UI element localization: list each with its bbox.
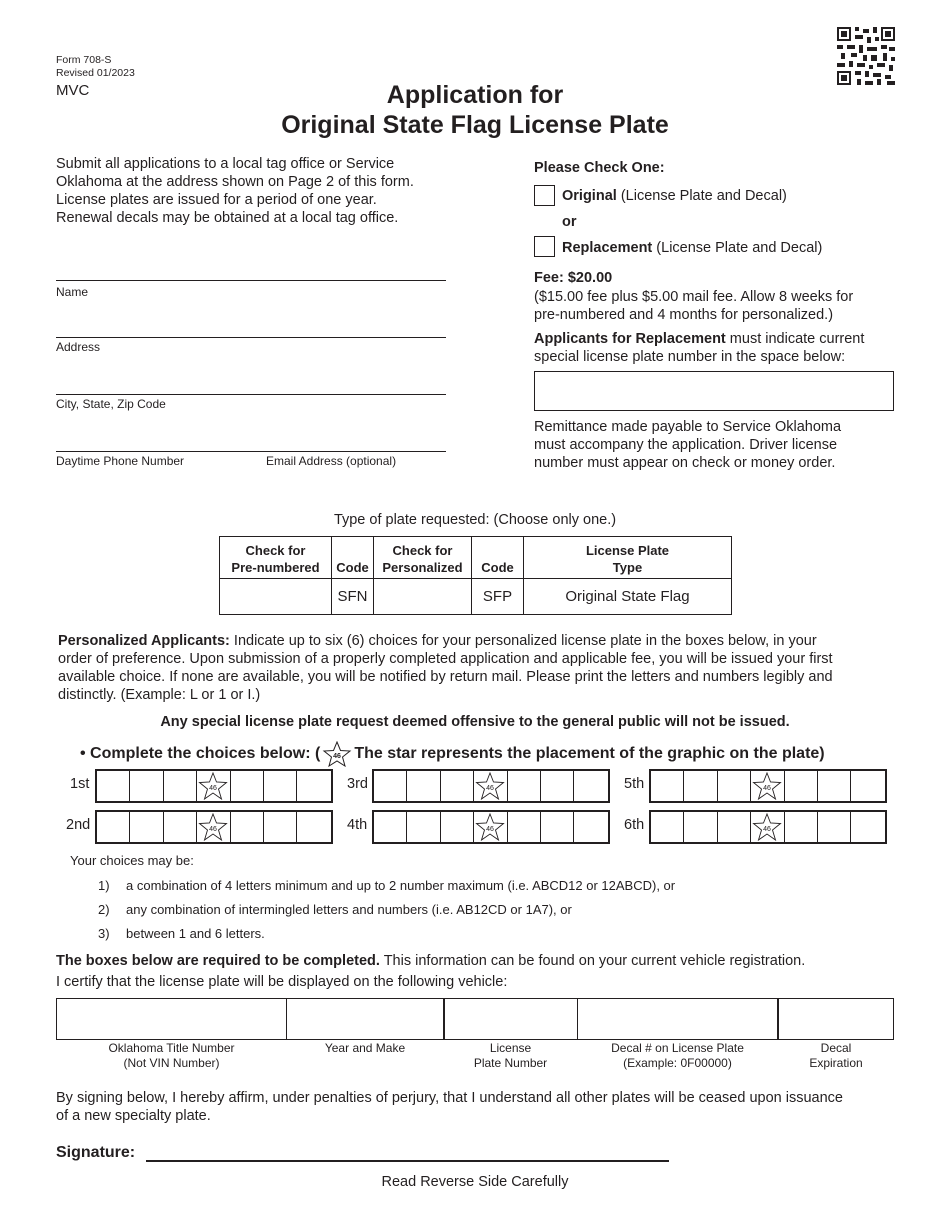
choice-character-box[interactable] [130, 812, 163, 842]
rule-text: between 1 and 6 letters. [126, 926, 265, 941]
choice-row-1st [95, 769, 333, 803]
choice-character-box[interactable] [441, 771, 474, 801]
original-label: Original [562, 188, 617, 204]
rule-number: 3) [98, 926, 110, 941]
header-code: Code [332, 537, 374, 579]
choice-label-5th: 5th [624, 776, 645, 792]
choice-character-box[interactable] [97, 771, 130, 801]
offensive-warning: Any special license plate request deemed offensive to the general public will not be issued. [160, 714, 790, 730]
star-icon [752, 772, 782, 800]
choice-character-box[interactable] [574, 812, 607, 842]
choice-character-box[interactable] [541, 771, 574, 801]
required-bold: The boxes below are required to be completed. [56, 953, 380, 969]
header-plate-type: License Plate Type [524, 537, 732, 579]
choices-instruction [80, 741, 825, 767]
choice-character-box[interactable] [785, 812, 818, 842]
star-graphic-cell [751, 812, 784, 842]
choice-character-box[interactable] [718, 812, 751, 842]
intro-text [56, 155, 414, 227]
remittance-line: number must appear on check or money order. [534, 455, 836, 471]
instruction-end: The star represents the placement of the graphic on the plate) [354, 745, 825, 762]
title-number-label: Oklahoma Title Number (Not VIN Number) [108, 1041, 235, 1070]
star-graphic-cell [474, 812, 507, 842]
remittance-line: Remittance made payable to Service Oklahoma [534, 419, 842, 435]
star-graphic-cell [197, 812, 230, 842]
choice-rules-intro: Your choices may be: [70, 853, 194, 868]
choice-character-box[interactable] [407, 812, 440, 842]
choice-character-box[interactable] [684, 771, 717, 801]
choice-character-box[interactable] [651, 812, 684, 842]
email-label: Email Address (optional) [266, 454, 397, 468]
signature-line[interactable] [146, 1160, 669, 1162]
rule-number: 2) [98, 902, 110, 917]
choice-character-box[interactable] [574, 771, 607, 801]
choice-row-2nd [95, 810, 333, 844]
city-state-zip-field[interactable] [56, 394, 446, 395]
page-title [0, 80, 950, 140]
star-number: 46 [333, 753, 342, 760]
current-plate-number-input[interactable] [534, 371, 894, 411]
revised-date: Revised 01/2023 [56, 67, 135, 79]
personalized-check-cell[interactable] [374, 579, 472, 615]
choice-label-1st: 1st [70, 776, 90, 792]
plate-number-input[interactable] [443, 998, 578, 1040]
certify-text: I certify that the license plate will be displayed on the following vehicle: [56, 974, 508, 990]
choice-character-box[interactable] [718, 771, 751, 801]
plate-type-caption: Type of plate requested: (Choose only one.) [333, 512, 617, 528]
address-field[interactable] [56, 337, 446, 338]
star-graphic-cell [474, 771, 507, 801]
svg-text:46: 46 [209, 785, 218, 792]
vehicle-required-note [56, 952, 805, 970]
affirmation-text [56, 1089, 916, 1125]
rule-text: a combination of 4 letters minimum and up to 2 number maximum (i.e. ABCD12 or 12ABCD), or [126, 878, 676, 893]
choice-character-box[interactable] [231, 812, 264, 842]
header-personalized: Check for Personalized [374, 537, 472, 579]
choice-character-box[interactable] [264, 771, 297, 801]
choice-character-box[interactable] [297, 771, 330, 801]
choice-character-box[interactable] [541, 812, 574, 842]
title-line-1: Application for [386, 81, 564, 109]
personalized-line: order of preference. Upon submission of a properly completed application and applicable fee, you will be issued your first [58, 651, 833, 667]
fee-detail-line: ($15.00 fee plus $5.00 mail fee. Allow 8 weeks for [534, 289, 854, 305]
choice-character-box[interactable] [851, 771, 884, 801]
replacement-detail: (License Plate and Decal) [656, 240, 823, 256]
decal-expiration-label: Decal Expiration [809, 1041, 863, 1070]
star-icon [198, 813, 228, 841]
star-icon [752, 813, 782, 841]
original-checkbox[interactable] [534, 185, 555, 206]
svg-text:46: 46 [486, 826, 495, 833]
choice-character-box[interactable] [297, 812, 330, 842]
replacement-note-rest: must indicate current [729, 331, 865, 347]
pre-numbered-check-cell[interactable] [220, 579, 332, 615]
original-detail: (License Plate and Decal) [620, 188, 787, 204]
footer-note: Read Reverse Side Carefully [381, 1174, 569, 1190]
choice-character-box[interactable] [818, 771, 851, 801]
affirmation-line: of a new specialty plate. [56, 1108, 211, 1124]
phone-label: Daytime Phone Number [56, 454, 185, 468]
personalized-line: distinctly. (Example: L or 1 or I.) [58, 687, 261, 703]
choice-character-box[interactable] [130, 771, 163, 801]
plate-type-table [219, 536, 732, 615]
title-number-input[interactable] [56, 998, 287, 1040]
choice-character-box[interactable] [264, 812, 297, 842]
qr-code-icon [837, 27, 895, 85]
personalized-paragraph [58, 632, 898, 704]
fee-detail [534, 288, 853, 324]
choice-character-box[interactable] [684, 812, 717, 842]
choice-label-3rd: 3rd [347, 776, 368, 792]
city-state-zip-label: City, State, Zip Code [56, 397, 166, 411]
decal-number-input[interactable] [577, 998, 779, 1040]
intro-line: License plates are issued for a period of one year. [56, 192, 377, 208]
star-icon [475, 772, 505, 800]
choice-character-box[interactable] [374, 812, 407, 842]
choice-label-4th: 4th [347, 817, 368, 833]
rule-text: any combination of intermingled letters and numbers (i.e. AB12CD or 1A7), or [126, 902, 572, 917]
choice-character-box[interactable] [651, 771, 684, 801]
decal-number-label: Decal # on License Plate (Example: 0F00000) [611, 1041, 744, 1070]
replacement-note-line: special license plate number in the space below: [534, 349, 846, 365]
choice-label-2nd: 2nd [66, 817, 91, 833]
star-graphic-cell [751, 771, 784, 801]
check-one-heading: Please Check One: [534, 160, 665, 176]
star-graphic-cell [197, 771, 230, 801]
svg-text:46: 46 [486, 785, 495, 792]
plate-number-label: License Plate Number [473, 1041, 548, 1070]
choice-character-box[interactable] [97, 812, 130, 842]
decal-expiration-input[interactable] [777, 998, 894, 1040]
choice-label-6th: 6th [624, 817, 645, 833]
svg-text:46: 46 [763, 826, 772, 833]
choice-character-box[interactable] [785, 771, 818, 801]
header-code: Code [472, 537, 524, 579]
instruction-start: • Complete the choices below: ( [80, 745, 321, 762]
replacement-label: Replacement [562, 240, 653, 256]
original-option [562, 187, 787, 205]
choice-character-box[interactable] [508, 771, 541, 801]
phone-email-field[interactable] [56, 451, 446, 452]
signature-label: Signature: [56, 1144, 136, 1161]
year-make-input[interactable] [286, 998, 445, 1040]
name-label: Name [56, 285, 89, 299]
choice-character-box[interactable] [508, 812, 541, 842]
personalized-bold: Personalized Applicants: [58, 633, 230, 649]
personalized-line: Indicate up to six (6) choices for your personalized license plate in the boxes below, in your [233, 633, 817, 649]
intro-line: Renewal decals may be obtained at a local tag office. [56, 210, 399, 226]
choice-character-box[interactable] [818, 812, 851, 842]
replacement-checkbox[interactable] [534, 236, 555, 257]
year-make-label: Year and Make [324, 1041, 406, 1055]
choice-character-box[interactable] [374, 771, 407, 801]
choice-row-3rd [372, 769, 610, 803]
choice-character-box[interactable] [164, 771, 197, 801]
fee-detail-line: pre-numbered and 4 months for personalized.) [534, 307, 834, 323]
intro-line: Submit all applications to a local tag office or Service [56, 156, 395, 172]
form-number: Form 708-S [56, 54, 112, 66]
star-icon [198, 772, 228, 800]
replacement-note-bold: Applicants for Replacement [534, 331, 726, 347]
or-text: or [562, 214, 577, 230]
choice-character-box[interactable] [407, 771, 440, 801]
intro-line: Oklahoma at the address shown on Page 2 of this form. [56, 174, 414, 190]
svg-text:46: 46 [209, 826, 218, 833]
choice-character-box[interactable] [164, 812, 197, 842]
choice-row-5th [649, 769, 887, 803]
choice-character-box[interactable] [231, 771, 264, 801]
choice-row-6th [649, 810, 887, 844]
plate-type-value: Original State Flag [524, 579, 732, 615]
remittance-line: must accompany the application. Driver license [534, 437, 838, 453]
code-sfn: SFN [332, 579, 374, 615]
star-icon [322, 741, 352, 767]
choice-character-box[interactable] [851, 812, 884, 842]
choice-row-4th [372, 810, 610, 844]
remittance-text [534, 418, 841, 472]
name-field[interactable] [56, 280, 446, 281]
choice-character-box[interactable] [441, 812, 474, 842]
code-sfp: SFP [472, 579, 524, 615]
required-rest: This information can be found on your current vehicle registration. [383, 953, 806, 969]
address-label: Address [56, 340, 101, 354]
star-icon [475, 813, 505, 841]
personalized-line: available choice. If none are available, you will be notified by return mail. Please print the letters and numbers legibly and [58, 669, 833, 685]
affirmation-line: By signing below, I hereby affirm, under penalties of perjury, that I understand all other plates will be ceased upon issuance [56, 1090, 843, 1106]
replacement-option [562, 239, 822, 257]
agency-code: MVC [56, 82, 90, 99]
svg-text:46: 46 [763, 785, 772, 792]
title-line-2: Original State Flag License Plate [281, 111, 669, 139]
header-pre-numbered: Check for Pre-numbered [220, 537, 332, 579]
replacement-note [534, 330, 864, 366]
fee-label: Fee: $20.00 [534, 270, 613, 286]
rule-number: 1) [98, 878, 110, 893]
